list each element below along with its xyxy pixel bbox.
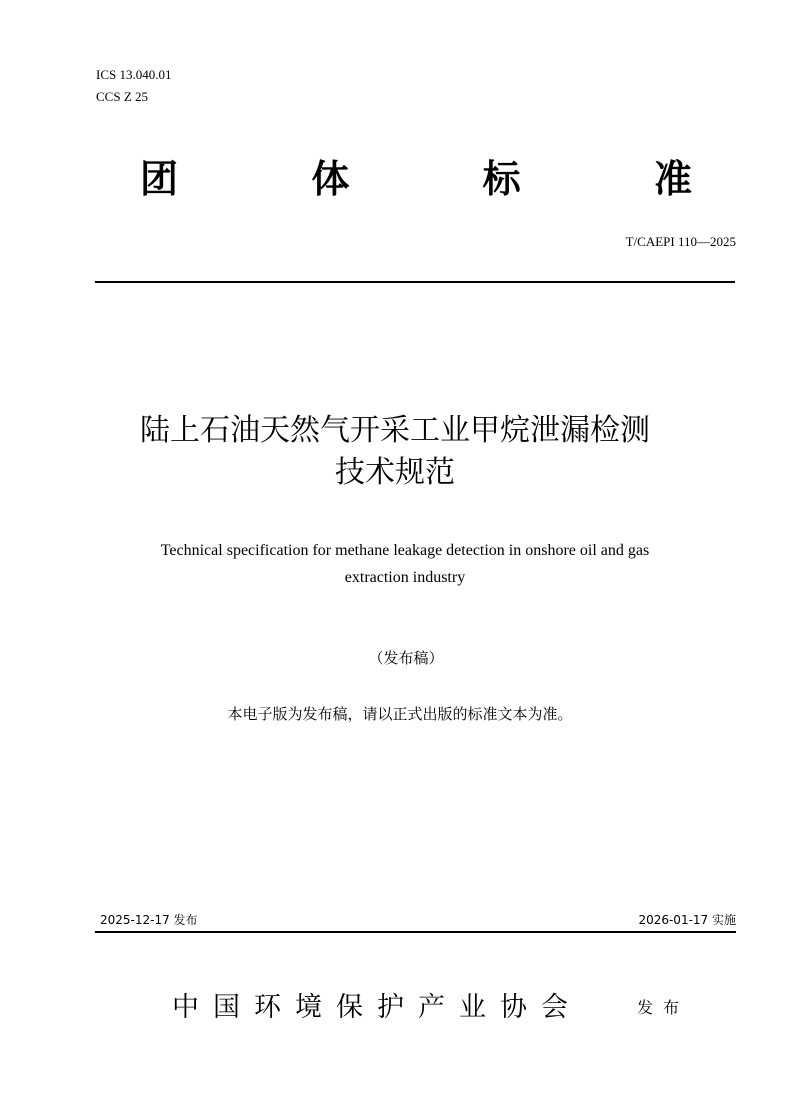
publisher-name: 中国环境保护产业协会 [172, 992, 582, 1023]
notice-text: 本电子版为发布稿，请以正式出版的标准文本为准。 [227, 705, 573, 723]
chinese-title [60, 410, 730, 494]
chinese-title-line-2: 技术规范 [335, 455, 455, 490]
standard-type-char: 体 [311, 156, 350, 201]
draft-label: （发布稿） [368, 649, 444, 667]
chinese-title-line-1: 陆上石油天然气开采工业甲烷泄漏检测 [140, 413, 650, 448]
english-title [100, 537, 710, 591]
standard-number: T/CAEPI 110—2025 [625, 234, 736, 249]
classification-codes [96, 64, 171, 108]
english-title-line-1: Technical specification for methane leakage detection in onshore oil and gas [160, 542, 650, 559]
implementation-date: 2026-01-17 实施 [638, 913, 736, 927]
english-title-line-2: extraction industry [344, 569, 466, 586]
standard-type-char: 准 [653, 156, 692, 201]
standard-type-heading [140, 150, 692, 200]
standard-type-char: 标 [482, 156, 521, 201]
bottom-divider [95, 931, 736, 933]
top-divider [95, 281, 735, 283]
ics-code: ICS 13.040.01 [96, 67, 172, 82]
issue-date: 2025-12-17 发布 [100, 913, 198, 927]
ccs-code: CCS Z 25 [96, 89, 149, 104]
standard-type-char: 团 [140, 156, 179, 201]
publish-label: 发布 [637, 998, 690, 1017]
